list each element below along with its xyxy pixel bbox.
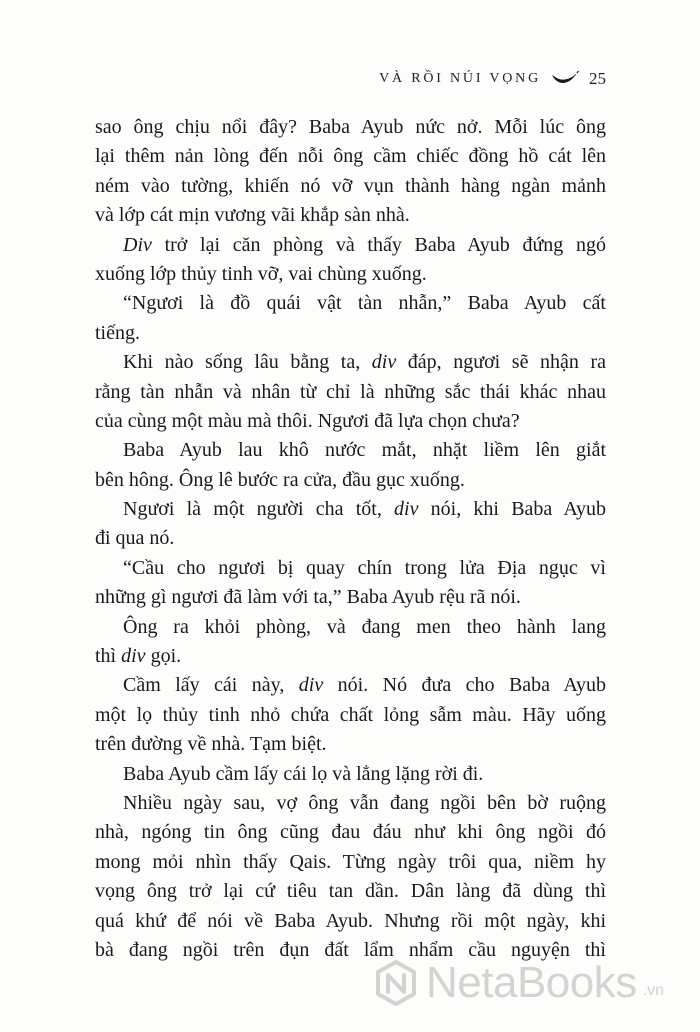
text-line xyxy=(95,407,606,436)
text-line xyxy=(95,142,606,171)
text-run: tiếng. xyxy=(95,321,140,344)
text-line xyxy=(95,818,606,847)
paragraph xyxy=(95,436,606,495)
text-run: rằng tàn nhẫn và nhân từ chỉ là những sắc thái khác nhau xyxy=(95,380,606,403)
paragraph xyxy=(95,113,606,231)
text-line xyxy=(95,378,606,407)
text-line xyxy=(95,172,606,201)
text-run: Khi nào sống lâu bằng ta, xyxy=(123,351,372,374)
text-run: của cùng một màu mà thôi. Ngươi đã lựa chọn chưa? xyxy=(95,409,520,432)
text-run: Baba Ayub lau khô nước mắt, nhặt liềm lên giắt xyxy=(123,439,606,462)
text-line xyxy=(95,466,606,495)
text-run: đi qua nó. xyxy=(95,527,175,550)
text-line xyxy=(95,524,606,553)
text-line xyxy=(95,848,606,877)
text-run: trở lại căn phòng và thấy Baba Ayub đứng ngó xyxy=(151,233,606,256)
text-line xyxy=(95,260,606,289)
text-line xyxy=(95,760,606,789)
text-line xyxy=(95,554,606,583)
paragraph xyxy=(95,760,606,789)
text-line xyxy=(95,201,606,230)
running-title: VÀ RỒI NÚI VỌNG xyxy=(379,71,541,86)
text-line xyxy=(95,348,606,377)
text-line xyxy=(95,495,606,524)
text-run: vọng ông trở lại cứ tiêu tan dần. Dân làng đã dùng thì xyxy=(95,880,606,903)
italic-word: div xyxy=(298,674,324,697)
text-run: nói. Nó đưa cho Baba Ayub xyxy=(323,674,606,697)
text-run: Ngươi là một người cha tốt, xyxy=(123,498,395,521)
watermark-brand: NetaBooks xyxy=(426,958,637,1007)
text-run: một lọ thủy tinh nhỏ chứa chất lỏng sẫm màu. Hãy uống xyxy=(95,703,606,726)
text-run: lại thêm nản lòng đến nỗi ông cầm chiếc đồng hồ cát lên xyxy=(95,145,606,168)
text-run: nói, khi Baba Ayub xyxy=(418,498,606,521)
text-run: quá khứ để nói về Baba Ayub. Nhưng rồi một ngày, khi xyxy=(95,909,606,932)
running-header xyxy=(379,69,606,89)
italic-word: div xyxy=(121,645,146,668)
text-run: sao ông chịu nổi đây? Baba Ayub nức nở. Mỗi lúc ông xyxy=(95,116,606,138)
text-line xyxy=(95,231,606,260)
text-run: những gì ngươi đã làm với ta,” Baba Ayub rệu rã nói. xyxy=(95,586,521,609)
body-text xyxy=(95,113,606,965)
text-run: nhà, ngóng tin ông cũng đau đáu như khi ông ngồi đó xyxy=(95,821,606,844)
page-number: 25 xyxy=(589,69,606,88)
paragraph xyxy=(95,789,606,965)
text-line xyxy=(95,701,606,730)
text-run: bên hông. Ông lê bước ra cửa, đầu gục xuống. xyxy=(95,468,465,491)
netabooks-logo-icon xyxy=(372,959,420,1007)
text-run: “Ngươi là đồ quái vật tàn nhẫn,” Baba Ayub cất xyxy=(123,292,606,315)
paragraph xyxy=(95,554,606,613)
text-run: đáp, ngươi sẽ nhận ra xyxy=(396,351,606,374)
text-run: xuống lớp thủy tinh vỡ, vai chùng xuống. xyxy=(95,262,427,285)
text-run: Cầm lấy cái này, xyxy=(123,674,299,697)
text-run: và lớp cát mịn vương vãi khắp sàn nhà. xyxy=(95,204,410,227)
text-run: bà đang ngồi trên đụn đất lẩm nhẩm cầu nguyện thì xyxy=(95,938,606,961)
text-line xyxy=(95,907,606,936)
paragraph xyxy=(95,613,606,672)
leaf-ornament-icon xyxy=(551,70,579,88)
text-line xyxy=(95,289,606,318)
text-line xyxy=(95,936,606,965)
watermark-suffix: .vn xyxy=(642,982,665,999)
paragraph xyxy=(95,671,606,759)
italic-word: Div xyxy=(123,233,152,256)
text-line xyxy=(95,113,606,142)
text-line xyxy=(95,613,606,642)
text-run: Nhiều ngày sau, vợ ông vẫn đang ngồi bên bờ ruộng xyxy=(123,791,606,814)
watermark xyxy=(372,958,664,1008)
italic-word: div xyxy=(394,498,419,521)
text-line xyxy=(95,789,606,818)
text-run: gọi. xyxy=(145,645,182,668)
text-line xyxy=(95,730,606,759)
italic-word: div xyxy=(371,351,397,374)
paragraph xyxy=(95,495,606,554)
text-run: trên đường về nhà. Tạm biệt. xyxy=(95,733,327,756)
text-run: Ông ra khỏi phòng, và đang men theo hành lang xyxy=(123,615,606,638)
text-run: ném vào tường, khiến nó vỡ vụn thành hàng ngàn mảnh xyxy=(95,174,606,197)
text-line xyxy=(95,671,606,700)
text-line xyxy=(95,436,606,465)
paragraph xyxy=(95,289,606,348)
text-line xyxy=(95,642,606,671)
text-line xyxy=(95,583,606,612)
text-run: thì xyxy=(95,645,122,668)
paragraph xyxy=(95,348,606,436)
text-run: “Cầu cho ngươi bị quay chín trong lửa Địa ngục vì xyxy=(123,556,606,579)
text-line xyxy=(95,319,606,348)
text-run: mong mỏi nhìn thấy Qais. Từng ngày trôi qua, niềm hy xyxy=(95,850,606,873)
text-run: Baba Ayub cầm lấy cái lọ và lẳng lặng rời đi. xyxy=(123,762,484,785)
text-line xyxy=(95,877,606,906)
paragraph xyxy=(95,231,606,290)
